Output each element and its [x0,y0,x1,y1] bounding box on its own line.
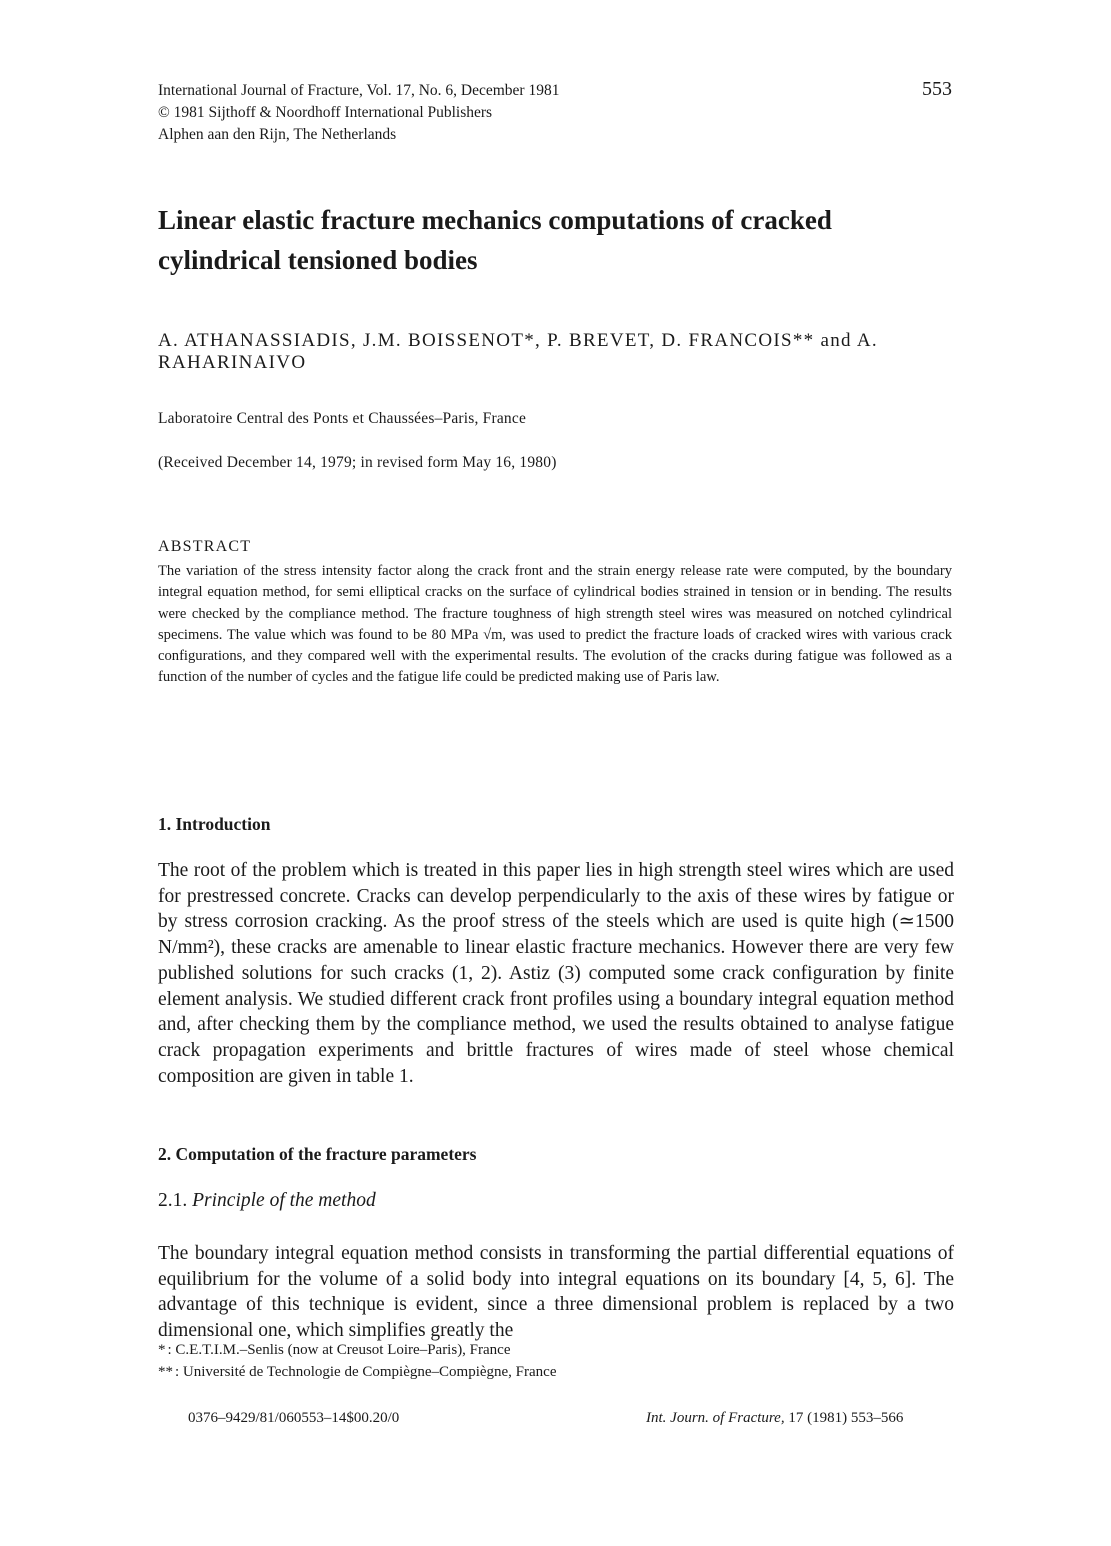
affiliation: Laboratoire Central des Ponts et Chaussées–Paris, France [158,410,527,427]
footnote-2 [158,1364,557,1381]
abstract-heading: ABSTRACT [158,538,252,555]
section-1-heading: 1. Introduction [158,814,271,834]
subsection-number: 2.1. [158,1190,188,1211]
journal-line-3: Alphen aan den Rijn, The Netherlands [158,126,397,143]
journal-line-2: © 1981 Sijthoff & Noordhoff International Publishers [158,104,493,121]
footnote-2-mark: ** [158,1364,173,1380]
abstract-text: The variation of the stress intensity factor along the crack front and the strain energy release rate were computed, by the boundary integral equation method, for semi elliptical cracks on the surface of cylindrical bodies strained in tension or in bending. The results were checked by the compliance method. The fracture toughness of high strength steel wires was measured on notched cylindrical specimens. The value which was found to be 80 MPa √m, was used to predict the fracture loads of cracked wires with various crack configurations, and they compared well with the experimental results. The evolution of the cracks during fatigue was followed as a function of the number of cycles and the fatigue life could be predicted making use of Paris law. [158,563,952,686]
subsection-title: Principle of the method [192,1190,376,1211]
footnote-1-text: : C.E.T.I.M.–Senlis (now at Creusot Loire–Paris), France [167,1342,511,1358]
footnote-1-mark: * [158,1342,166,1358]
page-number: 553 [922,78,952,100]
received-date: (Received December 14, 1979; in revised form May 16, 1980) [158,454,557,471]
footer-code: 0376–9429/81/060553–14$00.20/0 [188,1410,400,1426]
subsection-2-1-heading [158,1190,376,1212]
footnote-1 [158,1342,511,1359]
journal-citation [158,80,559,146]
footnote-2-text: : Université de Technologie de Compiègne–Compiègne, France [175,1364,557,1380]
footer-journal-name: Int. Journ. of Fracture, [646,1410,785,1426]
section-2-text: The boundary integral equation method consists in transforming the partial differential equations of equilibrium for the volume of a solid body into integral equations on its boundary [4, 5, 6]. The advantage of this technique is evident, since a three dimensional problem is replaced by a two dimensional one, which simplifies greatly the [158,1243,954,1342]
section-2-heading: 2. Computation of the fracture parameters [158,1144,477,1164]
footer-journal-volume: 17 (1981) 553–566 [784,1410,904,1426]
footer-citation [646,1410,903,1427]
article-authors: A. ATHANASSIADIS, J.M. BOISSENOT*, P. BREVET, D. FRANCOIS** and A. RAHARINAIVO [158,330,878,373]
section-1-text: The root of the problem which is treated in this paper lies in high strength steel wires which are used for prestressed concrete. Cracks can develop perpendicularly to the axis of these wires by fatigue or by stress corrosion cracking. As the proof stress of the steels which are used is quite high (≃1500 N/mm²), these cracks are amenable to linear elastic fracture mechanics. However there are very few published solutions for such cracks (1, 2). Astiz (3) computed some crack configuration by finite element analysis. We studied different crack front profiles using a boundary integral equation method and, after checking them by the compliance method, we used the results obtained to analyse fatigue crack propagation experiments and brittle fractures of wires made of steel whose chemical composition are given in table 1. [158,860,954,1087]
journal-line-1: International Journal of Fracture, Vol. 17, No. 6, December 1981 [158,82,560,99]
article-title: Linear elastic fracture mechanics computations of cracked cylindrical tensioned bodies [158,205,832,275]
